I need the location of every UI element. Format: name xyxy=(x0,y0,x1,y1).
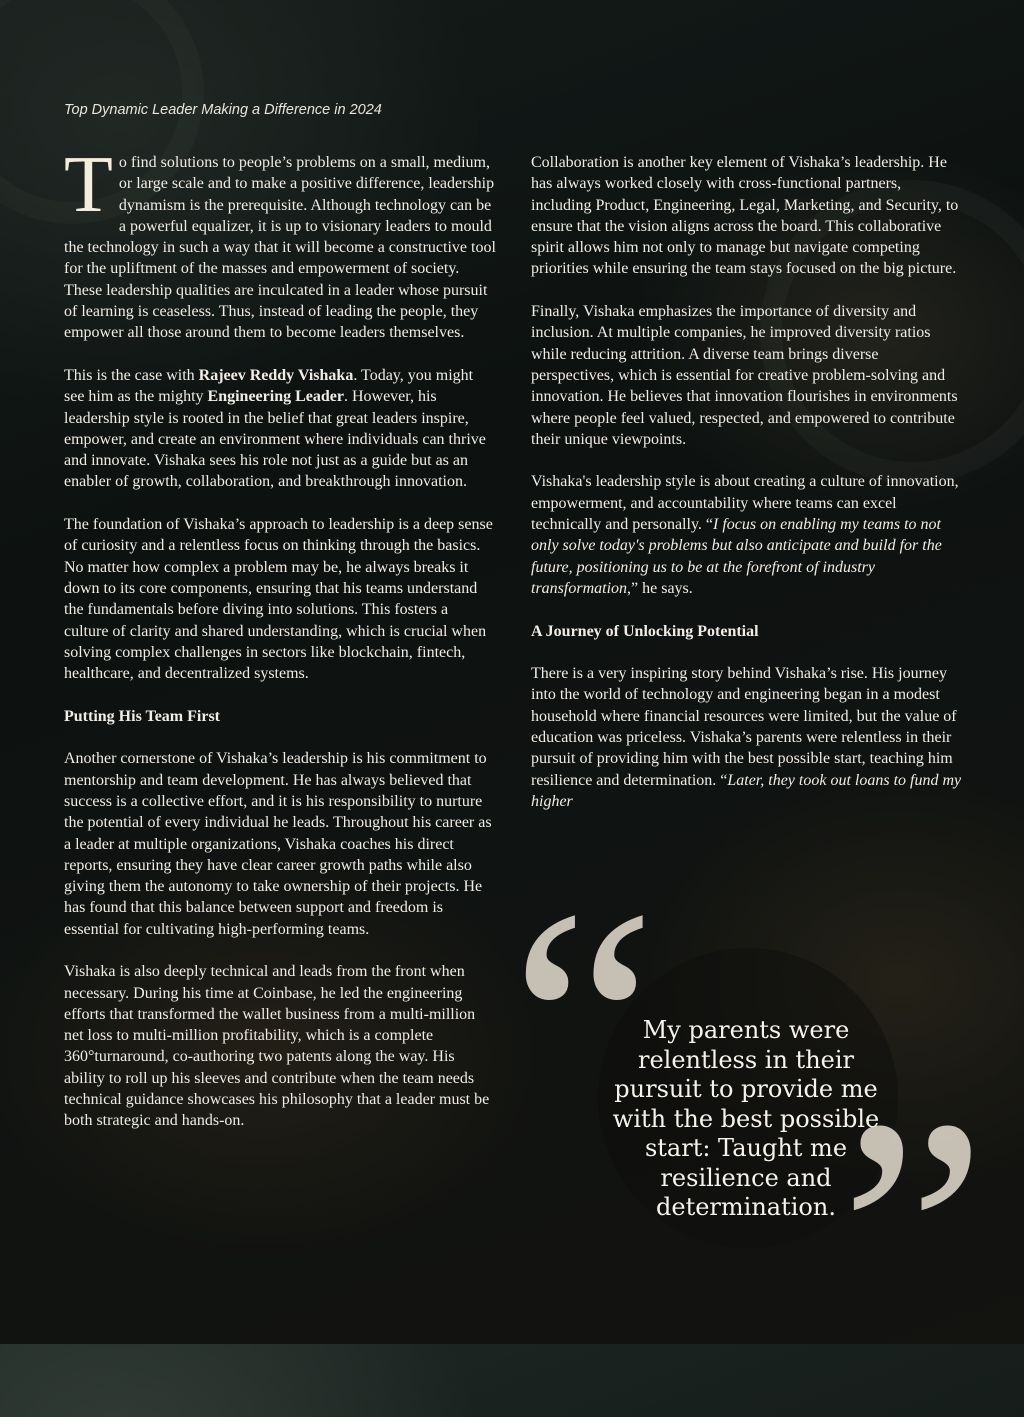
body-paragraph: The foundation of Vishaka’s approach to leadership is a deep sense of curiosity and a relentless focus on thinking through the basics. No matter how complex a problem may be, he always breaks it down to its core components, ensuring that his teams understand the fundamentals before diving into solutions. This fosters a culture of clarity and shared understanding, which is crucial when solving complex challenges in sectors like blockchain, fintech, healthcare, and decentralized systems. xyxy=(64,516,493,683)
subject-role: Engineering Leader xyxy=(207,388,344,406)
subject-paragraph: This is the case with Rajeev Reddy Vishaka. Today, you might see him as the mighty Engineering Leader. However, his leadership style is rooted in the belief that great leaders inspire, empower, and create an environment where individuals can thrive and innovate. Vishaka sees his role not just as a guide but as an enabler of growth, collaboration, and breakthrough innovation. xyxy=(64,366,486,491)
open-quote-mark-icon: “ xyxy=(510,842,657,1207)
pull-quote-text: My parents were relentless in their pursuit to provide me with the best possible start: Taught me resilience and determination. xyxy=(612,1016,880,1221)
body-paragraph: Finally, Vishaka emphasizes the importance of diversity and inclusion. At multiple companies, he improved diversity ratios while reducing attrition. A diverse team brings diverse perspectives, which is essential for creative problem-solving and innovation. He believes that innovation flourishes in environments where people feel valued, respected, and empowered to contribute their unique viewpoints. xyxy=(531,303,958,448)
subject-name: Rajeev Reddy Vishaka xyxy=(198,366,354,384)
inline-quote: I focus on enabling my teams to not only solve today's problems but also anticipate and build for the future, positioning us to be at the forefront of industry transformation xyxy=(531,516,942,597)
right-column xyxy=(531,152,963,812)
page-kicker: Top Dynamic Leader Making a Difference in 2024 xyxy=(64,102,382,118)
drop-cap: T xyxy=(64,141,113,229)
left-column xyxy=(64,141,496,1132)
body-paragraph: Vishaka is also deeply technical and leads from the front when necessary. During his time at Coinbase, he led the engineering efforts that transformed the wallet business from a multi-million net loss to multi-million profitability, which is a complete 360°turnaround, co-authoring two patents along the way. His ability to roll up his sleeves and contribute when the team needs technical guidance showcases his philosophy that a leader must be both strategic and hands-on. xyxy=(64,963,490,1130)
close-quote-mark-icon: ” xyxy=(840,1052,987,1417)
body-paragraph: Collaboration is another key element of Vishaka’s leadership. He has always worked closely with cross-functional partners, including Product, Engineering, Legal, Marketing, and Security, to ensure that the vision aligns across the board. This collaborative spirit allows him not only to manage but navigate competing priorities while ensuring the team stays focused on the big picture. xyxy=(531,154,959,278)
pull-quote xyxy=(500,842,1000,1417)
inline-quote: Later, they took out loans to fund my higher xyxy=(531,771,962,810)
intro-paragraph: To find solutions to people’s problems on a small, medium, or large scale and to make a positive difference, leadership dynamism is the prerequisite. Although technology can be a powerful equalizer, it is up to visionary leaders to mould the technology in such a way that it will become a constructive tool for the upliftment of the masses and empowerment of society. These leadership qualities are inculcated in a leader whose pursuit of learning is ceaseless. Thus, instead of leading the people, they empower all those around them to become leaders themselves. xyxy=(64,141,496,342)
section-heading: Putting His Team First xyxy=(64,707,221,725)
body-paragraph: There is a very inspiring story behind Vishaka’s rise. His journey into the world of technology and engineering began in a modest household where financial resources were limited, but the value of education was priceless. Vishaka’s parents were relentless in their pursuit of providing him with the best possible start, teaching him resilience and determination. “Later, they took out loans to fund my higher xyxy=(531,665,962,810)
body-paragraph: Another cornerstone of Vishaka’s leadership is his commitment to mentorship and team development. He has always believed that success is a collective effort, and it is his responsibility to nurture the potential of every individual he leads. Throughout his career as a leader at multiple organizations, Vishaka coaches his direct reports, ensuring they have clear career growth paths while also giving them the autonomy to take ownership of their projects. He has found that this balance between support and freedom is essential for cultivating high-performing teams. xyxy=(64,750,492,938)
section-heading: A Journey of Unlocking Potential xyxy=(531,622,759,640)
body-paragraph: Vishaka's leadership style is about creating a culture of innovation, empowerment, and accountability where teams can excel technically and personally. “I focus on enabling my teams to not only solve today's problems but also anticipate and build for the future, positioning us to be at the forefront of industry transformation,” he says. xyxy=(531,473,959,597)
